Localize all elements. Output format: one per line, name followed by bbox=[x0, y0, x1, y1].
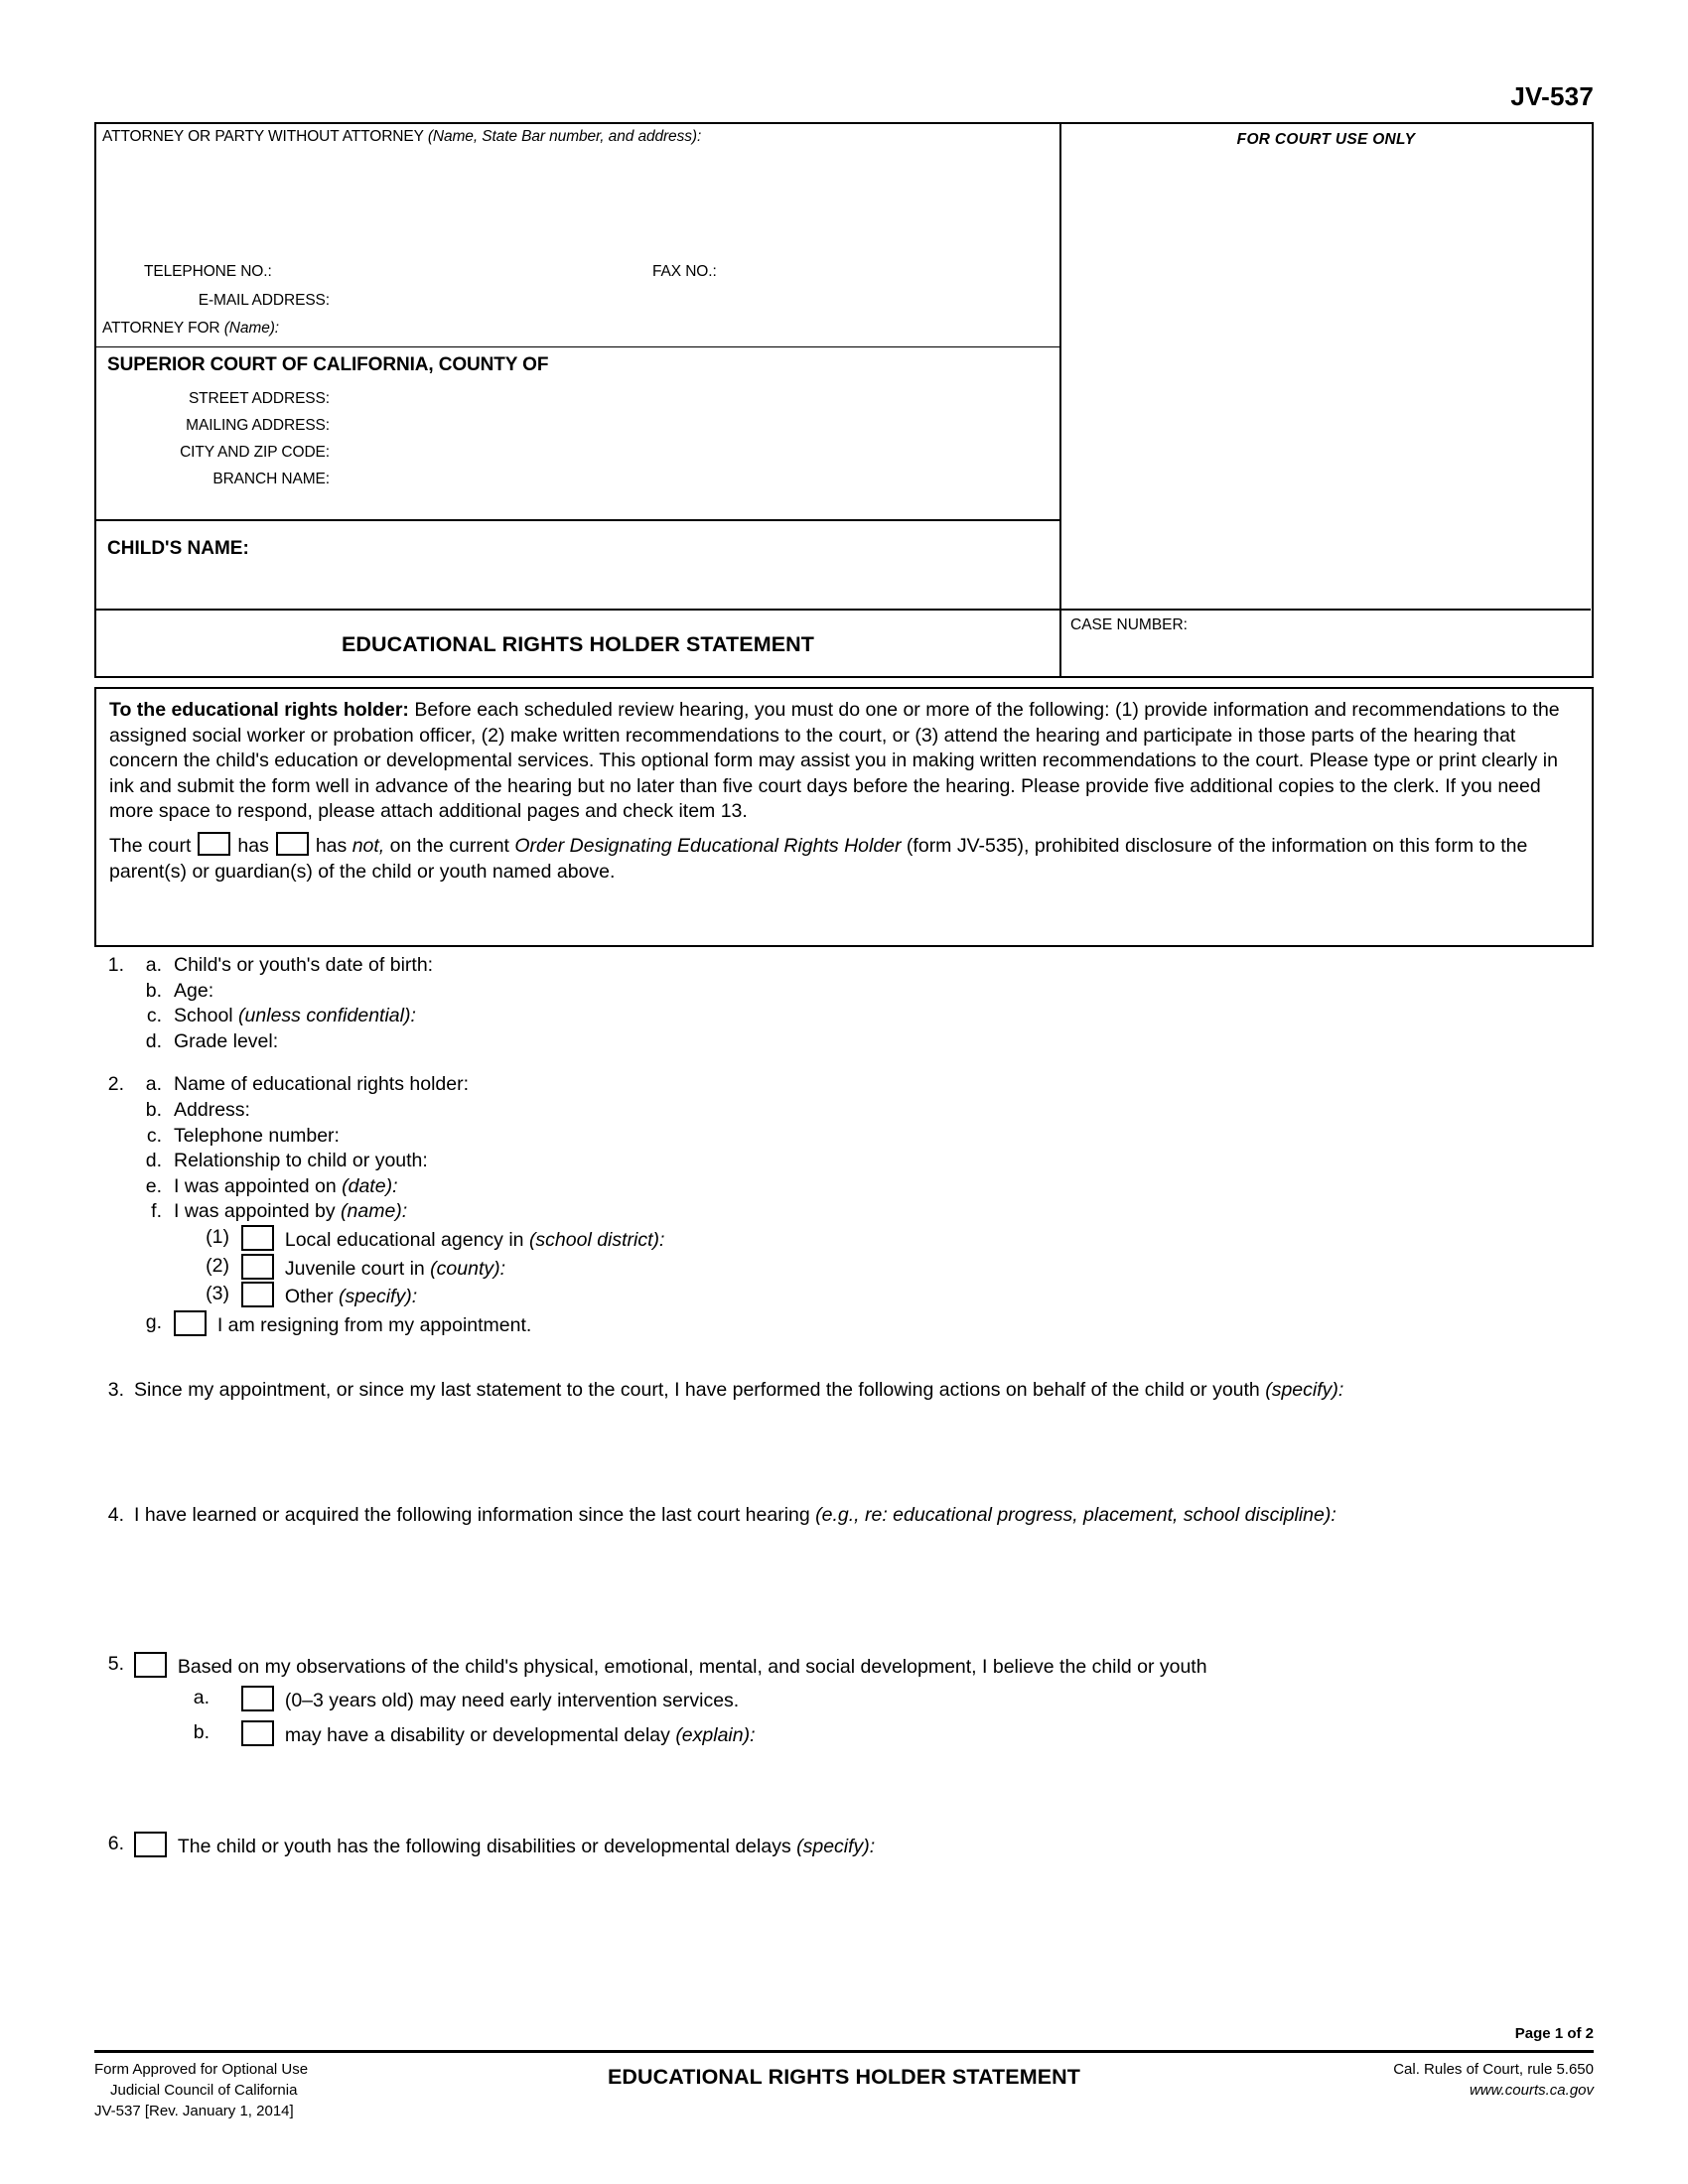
form-number-row bbox=[94, 81, 1594, 112]
for-court-use-only-label: FOR COURT USE ONLY bbox=[1236, 131, 1416, 148]
disability-delay-checkbox[interactable] bbox=[241, 1720, 274, 1746]
item-2f1-label: Local educational agency in bbox=[284, 1228, 529, 1251]
instruction-box bbox=[94, 687, 1594, 947]
juvenile-court-checkbox[interactable] bbox=[241, 1254, 274, 1280]
item-1c-text bbox=[174, 1005, 416, 1026]
item-4-text bbox=[134, 1503, 1594, 1529]
item-1b-alpha: b. bbox=[145, 979, 162, 1002]
branch-name-label: BRANCH NAME: bbox=[212, 471, 330, 487]
email-address-label: E-MAIL ADDRESS: bbox=[198, 292, 330, 309]
attorney-box-label bbox=[102, 128, 701, 146]
item-2a-alpha: a. bbox=[145, 1073, 162, 1096]
item-6-italic: (specify): bbox=[796, 1836, 876, 1858]
spacer-3 bbox=[94, 1612, 1594, 1652]
item-2d-text: Relationship to child or youth: bbox=[174, 1150, 428, 1172]
item-3-answer-area[interactable] bbox=[94, 1404, 1594, 1503]
footer-rule-citation: Cal. Rules of Court, rule 5.650 bbox=[1393, 2061, 1594, 2078]
item-4-number: 4. bbox=[107, 1503, 124, 1526]
item-2f3 bbox=[94, 1282, 1594, 1310]
item-1c-alpha: c. bbox=[146, 1005, 162, 1027]
item-2f bbox=[94, 1199, 1594, 1225]
item-5a-label: (0–3 years old) may need early intervention services. bbox=[284, 1690, 740, 1712]
court-box[interactable] bbox=[96, 347, 1059, 521]
item-2f-text bbox=[174, 1200, 407, 1222]
item-5-checkbox[interactable] bbox=[134, 1652, 167, 1678]
spacer-2 bbox=[94, 1338, 1594, 1378]
street-address-label: STREET ADDRESS: bbox=[188, 390, 330, 407]
attorney-box-label-text: ATTORNEY OR PARTY WITHOUT ATTORNEY bbox=[102, 128, 424, 145]
resigning-checkbox[interactable] bbox=[174, 1310, 207, 1336]
early-intervention-checkbox[interactable] bbox=[241, 1686, 274, 1711]
disclosure-has: has bbox=[237, 834, 269, 857]
telephone-label: TELEPHONE NO.: bbox=[144, 263, 272, 280]
item-2f2-text bbox=[241, 1258, 505, 1280]
footer-divider bbox=[94, 2050, 1594, 2053]
item-2f1-roman: (1) bbox=[206, 1225, 229, 1248]
item-2f3-italic: (specify): bbox=[339, 1286, 418, 1308]
attorney-for-label bbox=[102, 320, 279, 338]
item-6-checkbox[interactable] bbox=[134, 1832, 167, 1857]
item-1d bbox=[94, 1029, 1594, 1055]
item-5b-text bbox=[241, 1720, 1594, 1749]
caption-table bbox=[94, 122, 1594, 678]
item-2f2-italic: (county): bbox=[430, 1257, 506, 1280]
item-2f2 bbox=[94, 1254, 1594, 1283]
form-number: JV-537 bbox=[1510, 81, 1594, 111]
item-5a-alpha: a. bbox=[193, 1687, 210, 1709]
attorney-box[interactable] bbox=[96, 124, 1059, 347]
item-1b-text: Age: bbox=[174, 979, 214, 1002]
item-2g-alpha: g. bbox=[145, 1310, 162, 1333]
item-2g-label: I am resigning from my appointment. bbox=[216, 1313, 532, 1336]
childs-name-box[interactable] bbox=[96, 521, 1059, 611]
item-2c-alpha: c. bbox=[146, 1124, 162, 1147]
item-6-label: The child or youth has the following disabilities or developmental delays bbox=[177, 1836, 797, 1858]
case-number-label: CASE NUMBER: bbox=[1070, 616, 1188, 633]
caption-left-column bbox=[96, 124, 1061, 676]
item-5-number: 5. bbox=[107, 1652, 124, 1675]
item-2f3-label: Other bbox=[284, 1286, 340, 1308]
item-2f1-italic: (school district): bbox=[528, 1228, 665, 1251]
item-2-number: 2. bbox=[107, 1073, 124, 1096]
document-title-cell bbox=[96, 611, 1059, 678]
spacer-1 bbox=[94, 1054, 1594, 1072]
item-2e-label: I was appointed on bbox=[174, 1174, 343, 1197]
item-2f-label: I was appointed by bbox=[174, 1200, 342, 1223]
item-3 bbox=[94, 1378, 1594, 1404]
item-2d-alpha: d. bbox=[145, 1150, 162, 1172]
disclosure-tail: (form JV-535), prohibited disclosure of the information on this form to the parent(s) or guardian(s) of the child or youth named above. bbox=[109, 834, 1528, 883]
superior-court-heading: SUPERIOR COURT OF CALIFORNIA, COUNTY OF bbox=[107, 354, 549, 375]
item-4-answer-area[interactable] bbox=[94, 1529, 1594, 1612]
footer bbox=[94, 2055, 1594, 2144]
caption-right-column bbox=[1061, 124, 1591, 676]
footer-approved-line2: Judicial Council of California bbox=[110, 2082, 298, 2099]
disclosure-has2: has bbox=[315, 834, 352, 857]
footer-approved-line1: Form Approved for Optional Use bbox=[94, 2061, 309, 2078]
for-court-use-only-box bbox=[1061, 124, 1591, 611]
order-form-title: Order Designating Educational Rights Holder bbox=[514, 834, 902, 857]
item-2b-text: Address: bbox=[174, 1098, 250, 1121]
item-1c-label: School bbox=[174, 1005, 239, 1027]
item-5a-text bbox=[241, 1686, 1594, 1714]
item-6-text bbox=[134, 1832, 1594, 1860]
item-2f-italic: (name): bbox=[341, 1200, 408, 1223]
item-2c bbox=[94, 1124, 1594, 1150]
attorney-for-label-text: ATTORNEY FOR bbox=[102, 320, 220, 337]
item-3-number: 3. bbox=[107, 1379, 124, 1402]
item-2d bbox=[94, 1149, 1594, 1174]
item-2e-alpha: e. bbox=[145, 1174, 162, 1197]
item-3-text bbox=[134, 1378, 1594, 1404]
item-4 bbox=[94, 1503, 1594, 1529]
item-1d-alpha: d. bbox=[145, 1029, 162, 1052]
page-indicator: Page 1 of 2 bbox=[1514, 2025, 1594, 2042]
item-2f3-text bbox=[241, 1286, 417, 1307]
item-1a-text: Child's or youth's date of birth: bbox=[174, 954, 434, 976]
item-2a-text: Name of educational rights holder: bbox=[174, 1073, 470, 1096]
item-1a-alpha: a. bbox=[145, 954, 162, 976]
item-2c-text: Telephone number: bbox=[174, 1124, 340, 1147]
item-1c bbox=[94, 1004, 1594, 1029]
court-has-not-checkbox[interactable] bbox=[276, 832, 309, 856]
footer-url: www.courts.ca.gov bbox=[1469, 2082, 1594, 2099]
item-2g-text bbox=[174, 1314, 531, 1336]
footer-approved-line3: JV-537 [Rev. January 1, 2014] bbox=[94, 2103, 294, 2119]
court-has-checkbox[interactable] bbox=[198, 832, 230, 856]
item-5b-label: may have a disability or developmental delay bbox=[284, 1723, 676, 1746]
item-1d-text: Grade level: bbox=[174, 1029, 279, 1052]
instruction-body: Before each scheduled review hearing, you must do one or more of the following: (1) provide information and recommendations to the assigned social worker or probation officer, (2) make written recommendations to the court, or (3) attend the hearing and participate in those parts of the hearing that concern the child's education or developmental services. This optional form may assist you in making written recommendations to the court. Please type or print clearly in ink and submit the form well in advance of the hearing but no later than five court days before the hearing. Please provide five additional copies to the clerk. If you need more space to respond, please attach additional pages and check item 13. bbox=[109, 699, 1560, 823]
childs-name-label: CHILD'S NAME: bbox=[107, 538, 249, 559]
item-1-number: 1. bbox=[107, 954, 124, 976]
city-zip-label: CITY AND ZIP CODE: bbox=[180, 444, 330, 461]
item-3-label: Since my appointment, or since my last statement to the court, I have performed the following actions on behalf of the child or youth bbox=[134, 1379, 1266, 1402]
item-2f1-text bbox=[241, 1229, 664, 1251]
footer-rules-block bbox=[1393, 2059, 1594, 2101]
attorney-for-label-italic: (Name): bbox=[223, 320, 280, 337]
item-5a bbox=[94, 1686, 1594, 1714]
item-3-italic: (specify): bbox=[1265, 1379, 1344, 1402]
disclosure-paragraph bbox=[109, 832, 1579, 885]
form-body bbox=[94, 953, 1594, 1860]
item-5b bbox=[94, 1720, 1594, 1749]
disclosure-mid: on the current bbox=[384, 834, 515, 857]
local-educational-agency-checkbox[interactable] bbox=[241, 1225, 274, 1251]
item-5-answer-area[interactable] bbox=[94, 1748, 1594, 1832]
attorney-box-label-italic: (Name, State Bar number, and address): bbox=[427, 128, 702, 145]
disclosure-not: not, bbox=[352, 834, 385, 857]
mailing-address-label: MAILING ADDRESS: bbox=[186, 417, 330, 434]
disclosure-prefix: The court bbox=[109, 834, 192, 857]
item-2f2-roman: (2) bbox=[206, 1254, 229, 1277]
fax-label: FAX NO.: bbox=[652, 263, 717, 280]
item-2a bbox=[94, 1072, 1594, 1098]
document-title: EDUCATIONAL RIGHTS HOLDER STATEMENT bbox=[341, 631, 815, 656]
item-5 bbox=[94, 1652, 1594, 1681]
instruction-lead: To the educational rights holder: bbox=[109, 699, 409, 721]
item-2e-text bbox=[174, 1175, 397, 1197]
item-4-label: I have learned or acquired the following information since the last court hearing bbox=[134, 1503, 816, 1526]
item-2g bbox=[94, 1310, 1594, 1339]
item-5b-italic: (explain): bbox=[675, 1723, 756, 1746]
item-5-text bbox=[134, 1652, 1594, 1681]
item-4-italic: (e.g., re: educational progress, placement, school discipline): bbox=[815, 1503, 1336, 1526]
item-2b bbox=[94, 1098, 1594, 1124]
other-appointer-checkbox[interactable] bbox=[241, 1282, 274, 1307]
item-2e bbox=[94, 1174, 1594, 1200]
item-2f3-roman: (3) bbox=[206, 1283, 229, 1305]
item-2f1 bbox=[94, 1225, 1594, 1254]
item-1a bbox=[94, 953, 1594, 979]
item-2f2-label: Juvenile court in bbox=[284, 1257, 431, 1280]
item-6-number: 6. bbox=[107, 1833, 124, 1855]
item-1c-italic: (unless confidential): bbox=[238, 1005, 416, 1027]
case-number-box[interactable] bbox=[1061, 611, 1591, 678]
item-6 bbox=[94, 1832, 1594, 1860]
footer-title: EDUCATIONAL RIGHTS HOLDER STATEMENT bbox=[607, 2065, 1081, 2089]
item-2e-italic: (date): bbox=[342, 1174, 398, 1197]
item-2f-alpha: f. bbox=[151, 1200, 162, 1223]
item-5b-alpha: b. bbox=[193, 1720, 210, 1743]
item-5-label: Based on my observations of the child's physical, emotional, mental, and social development, I believe the child or youth bbox=[177, 1655, 1207, 1678]
instruction-paragraph bbox=[109, 698, 1579, 825]
item-2b-alpha: b. bbox=[145, 1098, 162, 1121]
item-1b bbox=[94, 979, 1594, 1005]
